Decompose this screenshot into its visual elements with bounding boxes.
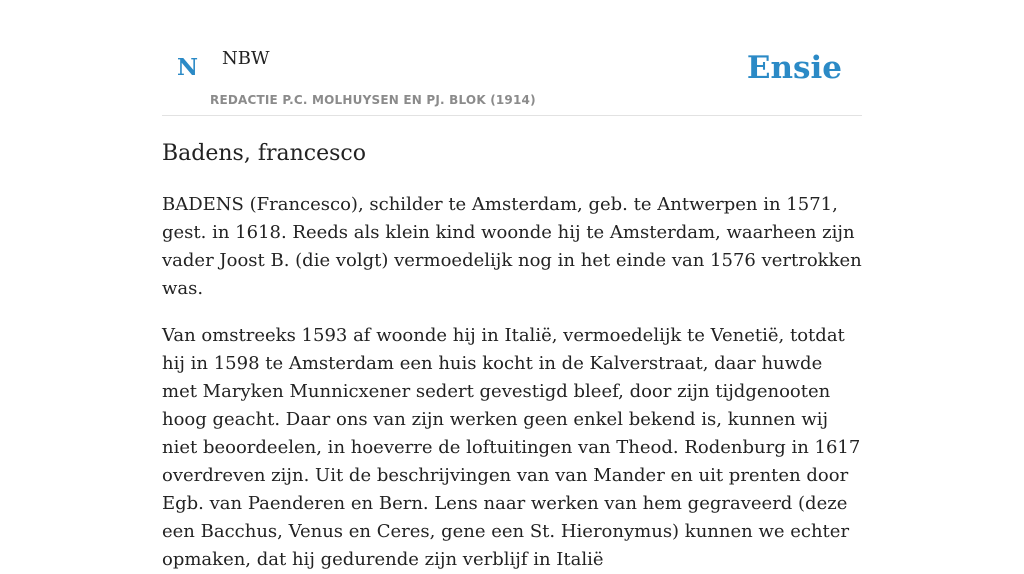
source-subtitle: REDACTIE P.C. MOLHUYSEN EN PJ. BLOK (1914) [210,93,536,107]
article-title: Badens, francesco [162,141,366,166]
source-title[interactable]: NBW [222,48,270,69]
header [162,40,862,116]
brand-logo[interactable]: Ensie [746,50,842,86]
article-paragraph: BADENS (Francesco), schilder te Amsterdam, geb. te Antwerpen in 1571, gest. in 1618. Reeds als klein kind woonde hij te Amsterdam, waarheen zijn vader Joost B. (die volgt) vermoedelijk nog in het einde van 1576 vertrokken was. [162,194,862,299]
source-logo-letter[interactable]: N [177,54,199,81]
article-paragraph: Van omstreeks 1593 af woonde hij in Italië, vermoedelijk te Venetië, totdat hij in 1598 te Amsterdam een huis kocht in de Kalverstraat, daar huwde met Maryken Munnicxener sedert gevestigd bleef, door zijn tijdgenooten hoog geacht. Daar ons van zijn werken geen enkel bekend is, kunnen wij niet beoordeelen, in hoeverre de loftuitingen van Theod. Rodenburg in 1617 overdreven zijn. Uit de beschrijvingen van van Mander en uit prenten door Egb. van Paenderen en Bern. Lens naar werken van hem gegraveerd (deze een Bacchus, Venus en Ceres, gene een St. Hieronymus) kunnen we echter opmaken, dat hij gedurende zijn verblijf in Italië [162,325,861,570]
article [162,138,862,574]
